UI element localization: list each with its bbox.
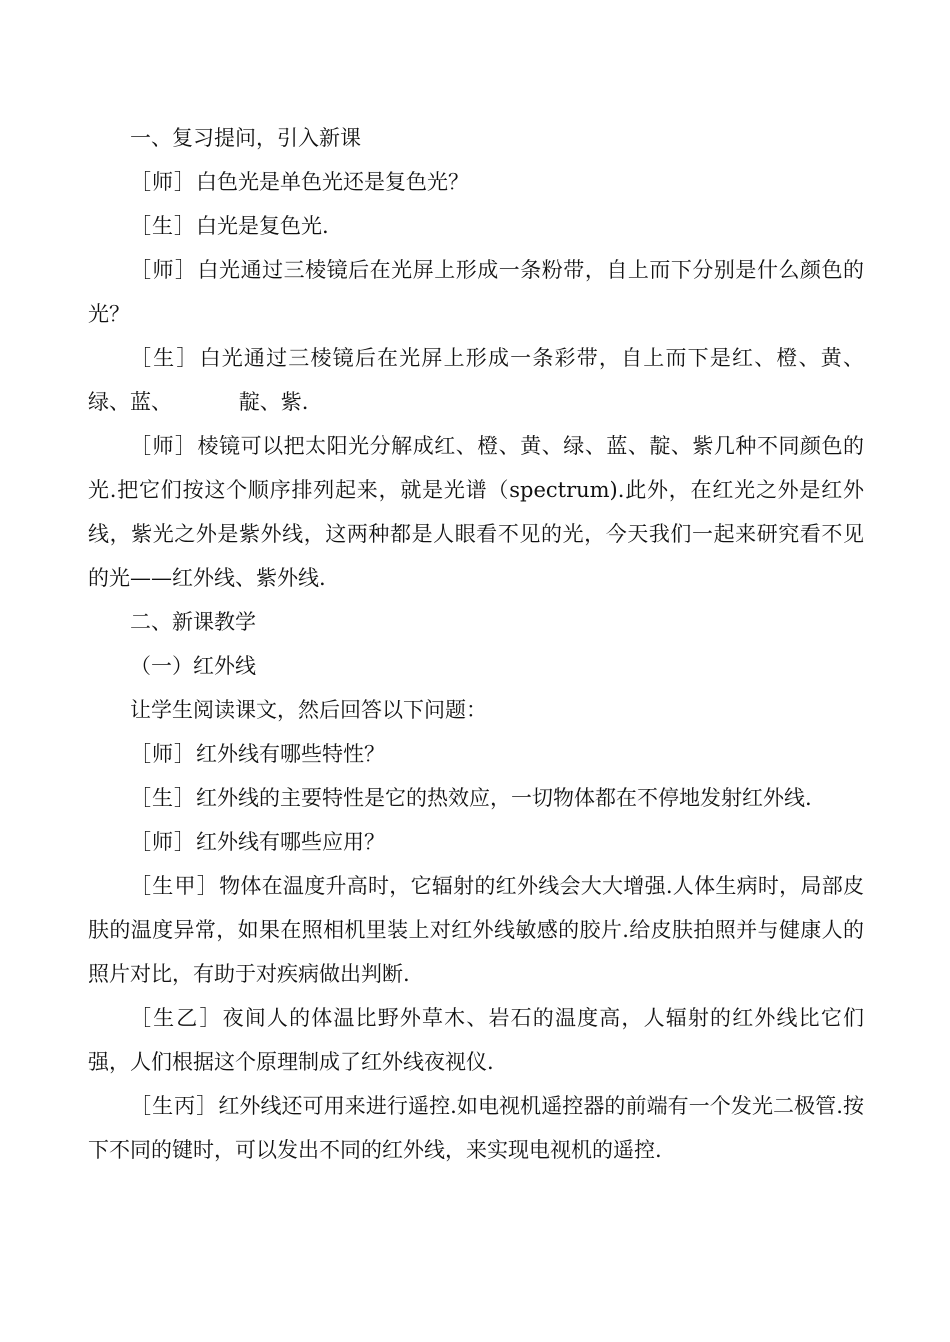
paragraph-text: 白光通过三棱镜后在光屏上形成一条粉带，自上而下分别是什么颜色的光？	[88, 258, 864, 326]
dialog-paragraph	[88, 820, 864, 864]
paragraph-text: 棱镜可以把太阳光分解成红、橙、黄、绿、蓝、靛、紫几种不同颜色的光.把它们按这个顺序排列起来，就是光谱（spectrum).此外，在红光之外是红外线，紫光之外是紫外线，这两种都是人眼看不见的光，今天我们一起来研究看不见的光——红外线、紫外线.	[88, 434, 864, 590]
subsection-heading-infrared	[88, 644, 864, 688]
dialog-paragraph	[88, 776, 864, 820]
heading-text: 一、复习提问，引入新课	[130, 126, 361, 150]
paragraph-text: 夜间人的体温比野外草木、岩石的温度高，人辐射的红外线比它们强，人们根据这个原理制成了红外线夜视仪.	[88, 1006, 864, 1074]
speaker-label: ［生丙］	[130, 1094, 219, 1118]
dialog-paragraph	[88, 996, 864, 1084]
dialog-paragraph	[88, 732, 864, 776]
paragraph-text: 红外线还可用来进行遥控.如电视机遥控器的前端有一个发光二极管.按下不同的键时，可以发出不同的红外线，来实现电视机的遥控.	[88, 1094, 864, 1162]
paragraph-text: 红外线有哪些应用？	[196, 830, 385, 854]
speaker-label: ［生］	[130, 346, 200, 370]
section-heading-review	[88, 116, 864, 160]
speaker-label: ［师］	[130, 258, 198, 282]
speaker-label: ［生］	[130, 786, 196, 810]
dialog-paragraph	[88, 864, 864, 996]
speaker-label: ［师］	[130, 170, 196, 194]
document-body	[88, 116, 864, 1172]
dialog-paragraph	[88, 424, 864, 600]
speaker-label: ［生甲］	[130, 874, 220, 898]
plain-paragraph	[88, 688, 864, 732]
heading-text: 二、新课教学	[130, 610, 256, 634]
speaker-label: ［师］	[130, 830, 196, 854]
dialog-paragraph	[88, 1084, 864, 1172]
dialog-paragraph	[88, 248, 864, 336]
paragraph-text: 白光是复色光.	[196, 214, 329, 238]
dialog-paragraph	[88, 160, 864, 204]
paragraph-text: 白色光是单色光还是复色光？	[196, 170, 469, 194]
paragraph-text: 物体在温度升高时，它辐射的红外线会大大增强.人体生病时，局部皮肤的温度异常，如果在照相机里装上对红外线敏感的胶片.给皮肤拍照并与健康人的照片对比，有助于对疾病做出判断.	[88, 874, 864, 986]
speaker-label: ［生乙］	[130, 1006, 223, 1030]
heading-text: （一）红外线	[130, 654, 256, 678]
speaker-label: ［生］	[130, 214, 196, 238]
paragraph-text: 让学生阅读课文，然后回答以下问题：	[130, 698, 487, 722]
paragraph-text: 红外线的主要特性是它的热效应，一切物体都在不停地发射红外线.	[196, 786, 812, 810]
dialog-paragraph	[88, 204, 864, 248]
paragraph-text: 红外线有哪些特性？	[196, 742, 385, 766]
speaker-label: ［师］	[130, 742, 196, 766]
dialog-paragraph	[88, 336, 864, 424]
paragraph-text: 白光通过三棱镜后在光屏上形成一条彩带，自上而下是红、橙、黄、绿、蓝、 靛、紫.	[88, 346, 864, 414]
section-heading-new-lesson	[88, 600, 864, 644]
speaker-label: ［师］	[130, 434, 198, 458]
